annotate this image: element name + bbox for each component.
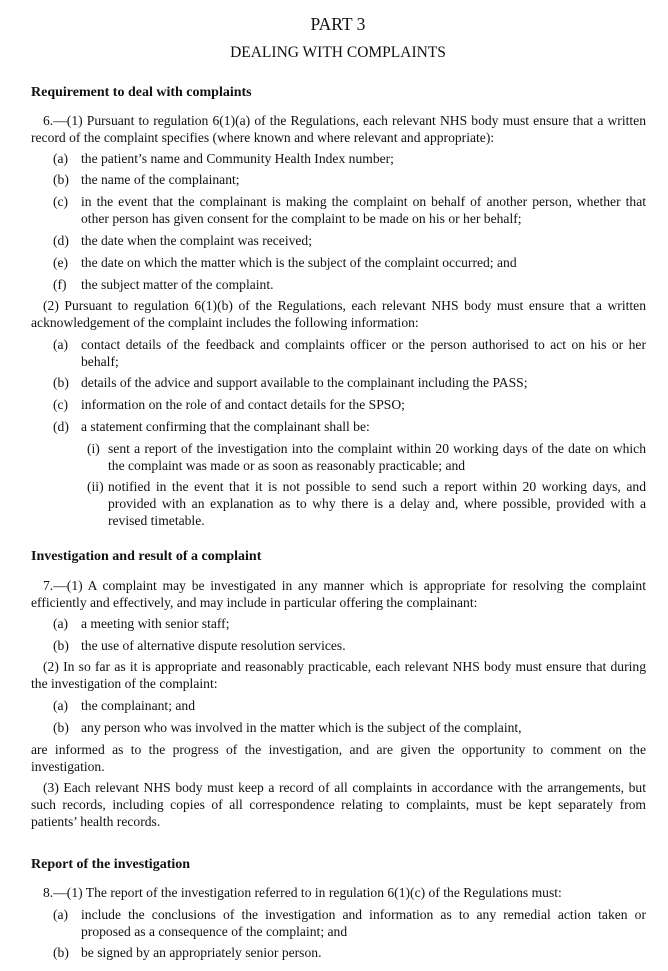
list-label: (ii) xyxy=(87,479,104,494)
list-text: information on the role of and contact details for the SPSO; xyxy=(81,397,405,412)
sub-list-item xyxy=(87,440,646,474)
list-label: (a) xyxy=(53,616,69,631)
section-heading: Report of the investigation xyxy=(31,857,191,872)
paragraph-7-1: 7.—(1) A complaint may be investigated in any manner which is appropriate for resolving the complaint efficiently and effectively, and may include in particular offering the complainant: xyxy=(31,578,646,610)
list-label: (b) xyxy=(53,720,69,735)
list-item xyxy=(53,336,646,370)
list-text: any person who was involved in the matter which is the subject of the complaint, xyxy=(81,720,522,735)
list-item xyxy=(53,150,646,167)
section-heading: Requirement to deal with complaints xyxy=(31,85,252,100)
paragraph-8-1: 8.—(1) The report of the investigation referred to in regulation 6(1)(c) of the Regulations must: xyxy=(43,885,562,900)
list-text: the complainant; and xyxy=(81,698,196,713)
list-item xyxy=(53,944,646,961)
list-item xyxy=(53,276,646,293)
list-label: (b) xyxy=(53,638,69,653)
list-label: (a) xyxy=(53,151,69,166)
list-label: (a) xyxy=(53,907,69,922)
paragraph-6-1: 6.—(1) Pursuant to regulation 6(1)(a) of the Regulations, each relevant NHS body must ensure that a written record of the complaint specifies (where known and where relevant and appropriate): xyxy=(31,113,646,145)
section-heading: Investigation and result of a complaint xyxy=(31,549,262,564)
list-label: (c) xyxy=(53,194,69,209)
list-text: contact details of the feedback and complaints officer or the person authorised to act on his or her behalf; xyxy=(81,337,646,369)
list-item xyxy=(53,374,646,391)
list-item xyxy=(53,193,646,227)
list-text: the date when the complaint was received; xyxy=(81,233,313,248)
list-item xyxy=(53,232,646,249)
paragraph-6-2: (2) Pursuant to regulation 6(1)(b) of the Regulations, each relevant NHS body must ensure that a written acknowledgement of the complaint includes the following information: xyxy=(31,298,646,330)
list-label: (d) xyxy=(53,233,69,248)
list-item xyxy=(53,171,646,188)
list-label: (b) xyxy=(53,375,69,390)
list-text: in the event that the complainant is making the complaint on behalf of another person, whether that other person has given consent for the complaint to be made on his or her behalf; xyxy=(81,194,646,226)
list-text: be signed by an appropriately senior person. xyxy=(81,945,322,960)
list-label: (a) xyxy=(53,698,69,713)
list-text: notified in the event that it is not possible to send such a report within 20 working days, and provided with an explanation as to why there is a delay and, where possible, provided with a revised timetable. xyxy=(108,479,646,528)
list-text: the name of the complainant; xyxy=(81,172,240,187)
list-text: a meeting with senior staff; xyxy=(81,616,230,631)
paragraph-7-2: (2) In so far as it is appropriate and reasonably practicable, each relevant NHS body must ensure that during the investigation of the complaint: xyxy=(31,659,646,691)
list-text: sent a report of the investigation into the complaint within 20 working days of the date on which the complaint was made or as soon as reasonably practicable; and xyxy=(108,441,646,473)
list-item xyxy=(53,906,646,940)
list-label: (b) xyxy=(53,945,69,960)
list-label: (a) xyxy=(53,337,69,352)
list-item xyxy=(53,615,646,632)
list-label: (f) xyxy=(53,277,67,292)
list-text: include the conclusions of the investigation and information as to any remedial action taken or proposed as a consequence of the complaint; and xyxy=(81,907,646,939)
list-label: (i) xyxy=(87,441,100,456)
list-label: (c) xyxy=(53,397,69,412)
list-text: a statement confirming that the complainant shall be: xyxy=(81,419,370,434)
list-text: the date on which the matter which is the subject of the complaint occurred; and xyxy=(81,255,517,270)
list-label: (e) xyxy=(53,255,69,270)
part-subtitle: DEALING WITH COMPLAINTS xyxy=(230,44,446,61)
paragraph-7-2-continued: are informed as to the progress of the investigation, and are given the opportunity to comment on the investigation. xyxy=(31,742,646,774)
list-item xyxy=(53,719,646,736)
list-item xyxy=(53,254,646,271)
list-label: (b) xyxy=(53,172,69,187)
part-title: PART 3 xyxy=(310,14,366,34)
list-text: the subject matter of the complaint. xyxy=(81,277,274,292)
list-item xyxy=(53,396,646,413)
list-text: the use of alternative dispute resolution services. xyxy=(81,638,346,653)
sub-list-item xyxy=(87,478,646,529)
paragraph-7-3: (3) Each relevant NHS body must keep a record of all complaints in accordance with the arrangements, but such records, including copies of all correspondence relating to complaints, must be kept separately from patients’ health records. xyxy=(31,780,646,829)
list-text: the patient’s name and Community Health Index number; xyxy=(81,151,394,166)
list-item xyxy=(53,697,646,714)
list-label: (d) xyxy=(53,419,69,434)
list-item xyxy=(53,418,646,435)
list-text: details of the advice and support available to the complainant including the PASS; xyxy=(81,375,528,390)
list-item xyxy=(53,637,646,654)
